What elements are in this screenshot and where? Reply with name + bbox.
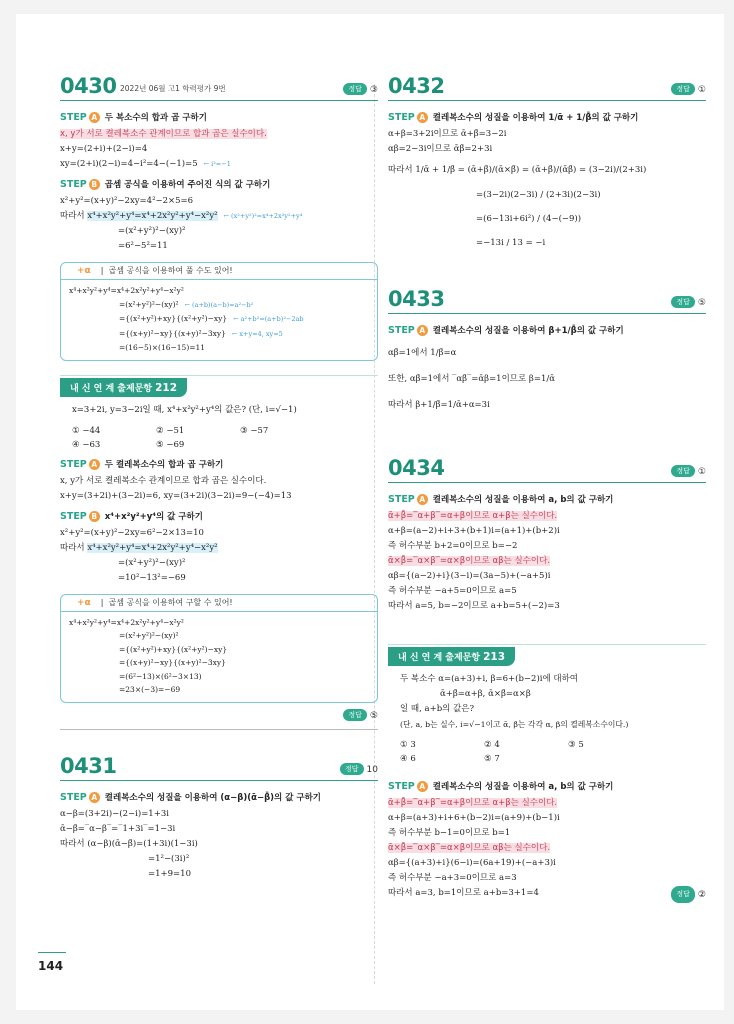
- related-label: 내 신 연 계 출제문항: [70, 383, 153, 394]
- question-text: ᾱ+β̄=α+β, ᾱ×β̄=α×β: [440, 689, 531, 699]
- step-letter-badge: A: [89, 792, 100, 803]
- answer-value: ①: [697, 467, 706, 477]
- tip-line: ={(x+y)²−xy}{(x+y)²−3xy}: [119, 658, 226, 667]
- solution-line: =6²−5²=11: [118, 241, 168, 251]
- prefix: 따라서: [60, 211, 85, 221]
- choices: [72, 424, 378, 452]
- left-column: [60, 70, 378, 882]
- step-letter-badge: A: [417, 325, 428, 336]
- equation: 따라서 a=3, b=1이므로 a+b=3+1=4: [388, 888, 539, 898]
- choice: ⑤ 7: [484, 754, 500, 764]
- solution-line: α+β=3+2i이므로 ᾱ+β̄=3−2i: [388, 129, 507, 139]
- choices: [400, 738, 706, 766]
- solution-line: ᾱ−β̄=‾α−β‾=‾1+3i‾=1−3i: [60, 823, 176, 834]
- note: ← x+y=4, xy=5: [231, 329, 283, 338]
- solution-line: [60, 157, 378, 172]
- tip-line: =(x²+y²)²−(xy)²: [119, 631, 179, 640]
- problem-0430-header: [60, 70, 378, 101]
- problem-number: 0430: [60, 74, 117, 98]
- step-label: STEP: [388, 325, 415, 336]
- solution-line: [60, 541, 378, 556]
- solution-line: 따라서 β+1/β̄=1/ᾱ+α=3i: [388, 400, 490, 410]
- tip-title: 곱셈 공식을 이용하여 풀 수도 있어!: [108, 266, 233, 275]
- tip-line: [69, 298, 371, 313]
- solution-line: [388, 796, 706, 811]
- answer: [671, 465, 706, 477]
- related-label: 내 신 연 계 출제문항: [398, 653, 481, 663]
- answer-badge: 정답: [671, 83, 695, 95]
- solution-line: [60, 209, 378, 224]
- solution-line: =1²−(3i)²: [148, 853, 190, 864]
- solution-line: =1+9=10: [148, 868, 191, 879]
- step-a: [60, 111, 378, 123]
- solution-line: =(x²+y²)²−(xy)²: [118, 226, 186, 236]
- solution-line: 따라서 a=5, b=−2이므로 a+b=5+(−2)=3: [388, 601, 560, 611]
- tip-line: [69, 327, 371, 342]
- related-header: [60, 378, 187, 397]
- solution-line: α+β=(a−2)+i+3+(b+1)i=(a+1)+(b+2)i: [388, 526, 560, 536]
- step-letter-badge: A: [417, 494, 428, 505]
- step-title: 곱셈 공식을 이용하여 주어진 식의 값 구하기: [104, 180, 271, 190]
- solution-line: x+y=(3+2i)+(3−2i)=6, xy=(3+2i)(3−2i)=9−(−4)=13: [60, 490, 292, 501]
- answer: [60, 709, 378, 721]
- step-title: 켤레복소수의 성질을 이용하여 a, b의 값 구하기: [432, 495, 614, 505]
- answer-value: 10: [366, 764, 378, 775]
- solution-line: =−13i / 13 = −i: [476, 238, 546, 248]
- tip-line: x⁴+x²y²+y⁴=x⁴+2x²y²+y⁴−x²y²: [69, 617, 184, 627]
- note: ← (a+b)(a−b)=a²−b²: [184, 300, 254, 309]
- step-label: STEP: [60, 791, 87, 803]
- choice: ② 4: [484, 740, 500, 750]
- problem-number: 0432: [388, 74, 445, 98]
- highlight-text: ᾱ+β̄=‾α+β‾=α+β이므로 α+β는 실수이다.: [388, 798, 558, 808]
- equation: =(x²+y²)²−(xy)²: [119, 299, 179, 309]
- page-number-line: [38, 952, 66, 953]
- tip-line: ={(x²+y²)+xy}{(x²+y²)−xy}: [119, 644, 228, 654]
- step-label: STEP: [60, 458, 87, 470]
- tip-line: =(16−5)×(16−15)=11: [119, 343, 206, 352]
- question-text: 일 때, a+b의 값은?: [400, 704, 475, 714]
- prefix: 따라서: [60, 542, 85, 553]
- answer: [671, 83, 706, 95]
- equation: xy=(2+i)(2−i)=4−i²=4−(−1)=5: [60, 159, 198, 169]
- tip-line: =23×(−3)=−69: [119, 685, 181, 694]
- solution-line: x, y가 서로 켤레복소수 관계이므로 합과 곱은 실수이다.: [60, 475, 267, 486]
- solution-line: =(3−2i)(2−3i) / (2+3i)(2−3i): [476, 190, 601, 200]
- highlight-equation: x⁴+x²y²+y⁴=x⁴+2x²y²+y⁴−x²y²: [87, 542, 218, 553]
- question-text: (단, a, b는 실수, i=√−1이고 ᾱ, β̄는 각각 α, β의 켤레복소수이다.): [400, 720, 629, 729]
- plus-alpha-icon: +α: [77, 597, 91, 608]
- step-letter-badge: A: [89, 112, 100, 123]
- choice: ④ 6: [400, 754, 416, 764]
- step-label: STEP: [388, 112, 415, 123]
- step-letter-badge: B: [89, 511, 100, 522]
- step-label: STEP: [60, 510, 87, 522]
- solution-line: [388, 841, 706, 856]
- solution-line: 또한, αβ̄=1에서 ‾αβ̄‾=ᾱβ=1이므로 β=1/ᾱ: [388, 374, 555, 384]
- answer: [343, 83, 378, 95]
- step-title: 켤레복소수의 성질을 이용하여 1/ᾱ + 1/β̄의 값 구하기: [432, 113, 639, 123]
- tip-box: [60, 594, 378, 703]
- divider: [60, 729, 378, 730]
- solution-line: x²+y²=(x+y)²−2xy=6²−2×13=10: [60, 527, 204, 538]
- solution-line: [60, 127, 378, 142]
- step-label: STEP: [388, 781, 415, 792]
- related-number: 213: [483, 651, 506, 663]
- step-letter-badge: A: [417, 112, 428, 123]
- step-b: [60, 178, 378, 190]
- solution-line: [388, 886, 706, 901]
- problem-0432-header: [388, 70, 706, 101]
- step-title: 켤레복소수의 성질을 이용하여 β+1/β̄의 값 구하기: [432, 326, 624, 336]
- solution-line: 따라서 (α−β)(ᾱ−β̄)=(1+3i)(1−3i): [60, 838, 198, 849]
- highlight-text: ᾱ+β̄=‾α+β‾=α+β이므로 α+β는 실수이다.: [388, 511, 558, 521]
- step-title: 켤레복소수의 성질을 이용하여 a, b의 값 구하기: [432, 782, 614, 792]
- step-a: [388, 493, 706, 505]
- problem-0433-header: [388, 283, 706, 314]
- solution-line: αβ̄=1에서 1/β̄=α: [388, 348, 457, 358]
- related-number: 212: [155, 381, 178, 394]
- choice: ④ −63: [72, 439, 101, 450]
- step-title: 켤레복소수의 성질을 이용하여 (α−β)(ᾱ−β̄)의 값 구하기: [104, 792, 322, 803]
- solution-line: =(x²+y²)²−(xy)²: [118, 557, 186, 568]
- step-letter-badge: A: [89, 459, 100, 470]
- tip-title: 곱셈 공식을 이용하여 구할 수 있어!: [108, 597, 233, 607]
- plus-alpha-icon: +α: [77, 266, 91, 276]
- equation: ={(x+y)²−xy}{(x+y)²−3xy}: [119, 328, 226, 338]
- step-b: [60, 510, 378, 522]
- tip-line: [69, 312, 371, 327]
- tip-line: x⁴+x²y²+y⁴=x⁴+2x²y²+y⁴−x²y²: [69, 286, 184, 295]
- step-letter-badge: A: [417, 781, 428, 792]
- problem-source: 2022년 06월 고1 학력평가 9번: [120, 84, 226, 93]
- step-label: STEP: [60, 179, 87, 190]
- problem-0431-header: [60, 750, 378, 781]
- solution-line: αβ=2−3i이므로 ᾱβ̄=2+3i: [388, 144, 493, 154]
- solution-line: x²+y²=(x+y)²−2xy=4²−2×5=6: [60, 196, 194, 206]
- question-text: 두 복소수 α=(a+3)+i, β=6+(b−2)i에 대하여: [400, 674, 579, 684]
- highlight-text: x, y가 서로 켤레복소수 관계이므로 합과 곱은 실수이다.: [60, 129, 267, 139]
- answer: [340, 763, 378, 775]
- problem-number: 0431: [60, 753, 117, 778]
- problem-number: 0433: [388, 287, 445, 311]
- solution-line: 따라서 1/ᾱ + 1/β̄ = (ᾱ+β̄)/(ᾱ×β̄) = (ᾱ+β̄)/(ᾱβ̄) = (3−2i)/(2+3i): [388, 165, 647, 175]
- solution-line: =10²−13²=−69: [118, 572, 186, 583]
- step-title: x⁴+x²y²+y⁴의 값 구하기: [104, 511, 203, 522]
- solution-line: 즉 허수부분 −a+5=0이므로 a=5: [388, 586, 517, 596]
- right-column: [388, 70, 706, 901]
- question-text: x=3+2i, y=3−2i일 때, x⁴+x²y²+y⁴의 값은? (단, i=√−1): [72, 404, 297, 415]
- step-title: 두 켤레복소수의 합과 곱 구하기: [104, 459, 224, 470]
- step-label: STEP: [60, 112, 87, 123]
- solution-line: 즉 허수부분 −a+3=0이므로 a=3: [388, 873, 517, 883]
- solution-line: [388, 509, 706, 524]
- step-a: [60, 458, 378, 470]
- answer-badge: 정답: [343, 709, 367, 721]
- answer-badge: 정답: [671, 296, 695, 308]
- note: ← i²=−1: [203, 160, 231, 168]
- answer: [671, 886, 706, 903]
- highlight-equation: x⁴+x²y²+y⁴=x⁴+2x²y²+y⁴−x²y²: [87, 211, 218, 221]
- solution-line: x+y=(2+i)+(2−i)=4: [60, 144, 148, 154]
- answer-badge: 정답: [671, 465, 695, 477]
- choice: ② −51: [156, 425, 185, 436]
- choice: ① −44: [72, 425, 101, 436]
- answer-badge: 정답: [343, 83, 367, 95]
- solution-line: αβ={(a+3)+i}(6−i)=(6a+19)+(−a+3)i: [388, 858, 556, 868]
- answer-value: ⑤: [369, 710, 378, 721]
- solution-line: 즉 허수부분 b−1=0이므로 b=1: [388, 828, 511, 838]
- page: [16, 14, 724, 1010]
- solution-line: α−β=(3+2i)−(2−i)=1+3i: [60, 808, 169, 819]
- tip-header: +α | 곱셈 공식을 이용하여 풀 수도 있어!: [61, 263, 377, 280]
- highlight-text: ᾱ×β̄=‾α×β‾=α×β이므로 αβ는 실수이다.: [388, 843, 551, 853]
- tip-header: +α | 곱셈 공식을 이용하여 구할 수 있어!: [61, 595, 377, 612]
- answer-value: ②: [697, 890, 706, 900]
- note: ← (x²+y²)²=x⁴+2x²y²+y⁴: [223, 212, 303, 220]
- tip-box: [60, 262, 378, 361]
- step-a: [388, 780, 706, 792]
- step-label: STEP: [388, 494, 415, 505]
- choice: ③ −57: [240, 425, 269, 436]
- answer-badge: 정답: [671, 886, 695, 903]
- choice: ⑤ −69: [156, 439, 185, 450]
- tip-body: [61, 612, 377, 697]
- choice: ① 3: [400, 740, 416, 750]
- solution-line: αβ={(a−2)+i}(3−i)=(3a−5)+(−a+5)i: [388, 571, 551, 581]
- step-a: [388, 111, 706, 123]
- answer-value: ⑤: [697, 298, 706, 308]
- step-title: 두 복소수의 합과 곱 구하기: [104, 113, 207, 123]
- problem-0434-header: [388, 452, 706, 483]
- equation: ={(x²+y²)+xy}{(x²+y²)−xy}: [119, 314, 228, 323]
- answer-value: ①: [697, 85, 706, 95]
- highlight-text: ᾱ×β̄=‾α×β‾=α×β이므로 αβ는 실수이다.: [388, 556, 551, 566]
- choice: ③ 5: [568, 740, 584, 750]
- solution-line: 즉 허수부분 b+2=0이므로 b=−2: [388, 541, 518, 551]
- step-a: [60, 791, 378, 803]
- note: ← a²+b²=(a+b)²−2ab: [233, 315, 304, 323]
- step-a: [388, 324, 706, 336]
- page-number: 144: [38, 959, 64, 973]
- tip-line: =(6²−13)×(6²−3×13): [119, 671, 202, 681]
- solution-line: =(6−13i+6i²) / (4−(−9)): [476, 214, 582, 224]
- related-header: [388, 647, 515, 666]
- related-problem-212: [60, 375, 378, 730]
- solution-line: [388, 554, 706, 569]
- tip-body: [61, 280, 377, 355]
- answer: [671, 296, 706, 308]
- step-letter-badge: B: [89, 179, 100, 190]
- related-problem-213: [388, 644, 706, 901]
- answer-badge: 정답: [340, 763, 364, 775]
- answer-value: ③: [369, 85, 378, 95]
- problem-number: 0434: [388, 456, 445, 480]
- solution-line: α+β=(a+3)+i+6+(b−2)i=(a+9)+(b−1)i: [388, 813, 560, 823]
